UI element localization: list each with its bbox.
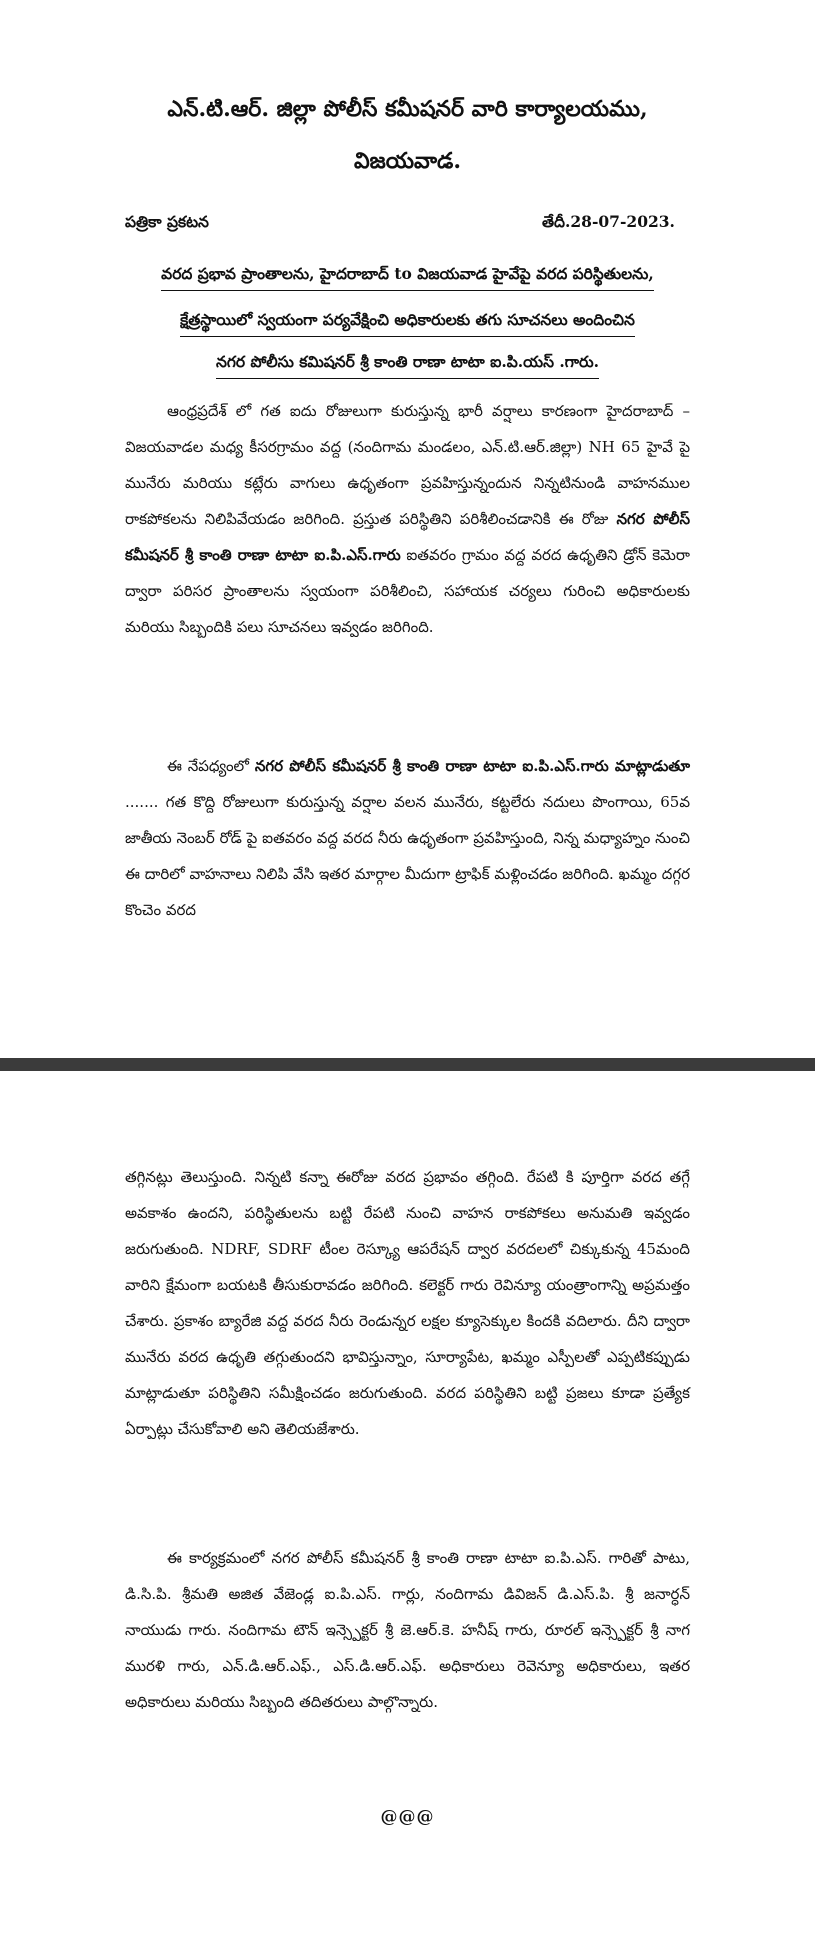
paragraph-1: ఆంధ్రప్రదేశ్ లో గత ఐదు రోజులుగా కురుస్తున్న భారీ వర్షాలు కారణంగా హైదరాబాద్ – విజయవాడల మధ్య కీసరగ్రామం వద్ద (నందిగామ మండలం, ఎన్.టి.ఆర్.జిల్లా) NH 65 హైవే పై మునేరు మరియు కట్లేరు వాగులు ఉధృతంగా ప్రవహిస్తున్నందున నిన్నటినుండి వాహనముల రాకపోకలను నిలిపివేయడం జరిగింది. ప్రస్తుత పరిస్థితిని పరిశీలించడానికి ఈ రోజు నగర పోలీస్ కమీషనర్ శ్రీ కాంతి రాణా టాటా ఐ.పి.ఎస్.గారు ఐతవరం గ్రామం వద్ద వరద ఉధృతిని డ్రోన్ కెమెరా ద్వారా పరిసర ప్రాంతాలను స్వయంగా పరిశీలించి, సహాయక చర్యలు గురించి అధికారులకు మరియు సిబ్బందికి పలు సూచనలు ఇవ్వడం జరిగింది. <box>125 402 690 636</box>
office-city: విజయవాడ. <box>353 148 461 174</box>
paragraph-2: ఈ నేపధ్యంలో నగర పోలీస్ కమీషనర్ శ్రీ కాంతి రాణా టాటా ఐ.పి.ఎస్.గారు మాట్లాడుతూ ....... గత కొద్ది రోజులుగా కురుస్తున్న వర్షాల వలన మునేరు, కట్టలేరు నదులు పొంగాయి, 65వ జాతీయ నెంబర్ రోడ్ పై ఐతవరం వద్ద వరద నీరు ఉధృతంగా ప్రవహిస్తుంది, నిన్న మధ్యాహ్నం నుంచి ఈ దారిలో వాహనాలు నిలిపి వేసి ఇతర మార్గాల మీదుగా ట్రాఫిక్ మళ్లించడం జరిగింది. ఖమ్మం దగ్గర కొంచెం వరద <box>125 757 690 919</box>
commissioner-name-bold: నగర పోలీస్ కమీషనర్ శ్రీ కాంతి రాణా టాటా ఐ.పి.ఎస్.గారు <box>125 510 690 564</box>
release-date: తేదీ.28-07-2023. <box>542 212 675 231</box>
commissioner-quote-bold: నగర పోలీస్ కమీషనర్ శ్రీ కాంతి రాణా టాటా ఐ.పి.ఎస్.గారు మాట్లాడుతూ <box>254 757 690 775</box>
signoff-mark: @@@ <box>380 1807 435 1827</box>
press-release-label: పత్రికా ప్రకటన <box>125 212 209 231</box>
office-title: ఎన్.టి.ఆర్. జిల్లా పోలీస్ కమీషనర్ వారి కార్యాలయము, <box>167 96 648 122</box>
headline-line-1: వరద ప్రభావ ప్రాంతాలను, హైదరాబాద్ to విజయవాడ హైవేపై వరద పరిస్థితులను, <box>0 264 815 287</box>
page-break <box>0 1058 815 1071</box>
paragraph-3: తగ్గినట్లు తెలుస్తుంది. నిన్నటి కన్నా ఈరోజు వరద ప్రభావం తగ్గింది. రేపటి కి పూర్తిగా వరద తగ్గే అవకాశం ఉందని, పరిస్థితులను బట్టి రేపటి నుంచి వాహన రాకపోకలు అనుమతి ఇవ్వడం జరుగుతుంది. NDRF, SDRF టీంల రెస్క్యూ ఆపరేషన్ ద్వార వరదలలో చిక్కుకున్న 45మంది వారిని క్షేమంగా బయటకి తీసుకురావడం జరిగింది. కలెక్టర్ గారు రెవిన్యూ యంత్రాంగాన్ని అప్రమత్తం చేశారు. ప్రకాశం బ్యారేజి వద్ద వరద నీరు రెండున్నర లక్షల క్యూసెక్కుల కిందకి వదిలారు. దీని ద్వారా మునేరు వరద ఉధృతి తగ్గుతుందని భావిస్తున్నాం, సూర్యాపేట, ఖమ్మం ఎస్పీలతో ఎప్పటికప్పుడు మాట్లాడుతూ పరిస్థితిని సమీక్షించడం జరుగుతుంది. వరద పరిస్థితిని బట్టి ప్రజలు కూడా ప్రత్యేక ఏర్పాట్లు చేసుకోవాలి అని తెలియజేశారు. <box>125 1168 690 1438</box>
headline-line-2: క్షేత్రస్థాయిలో స్వయంగా పర్యవేక్షించి అధికారులకు తగు సూచనలు అందించిన <box>0 310 815 333</box>
headline-line-3: నగర పోలీసు కమిషనర్ శ్రీ కాంతి రాణా టాటా ఐ.పి.యస్ .గారు. <box>0 352 815 375</box>
paragraph-4: ఈ కార్యక్రమంలో నగర పోలీస్ కమీషనర్ శ్రీ కాంతి రాణా టాటా ఐ.పి.ఎస్. గారితో పాటు, డి.సి.పి. శ్రీమతి అజిత వేజెండ్ల ఐ.పి.ఎస్. గార్లు, నందిగామ డివిజన్ డి.ఎస్.పి. శ్రీ జనార్ధన్ నాయుడు గారు. నందిగామ టౌన్ ఇన్స్పెక్టర్ శ్రీ జె.ఆర్.కె. హనీష్ గారు, రూరల్ ఇన్స్పెక్టర్ శ్రీ నాగ మురళి గారు, ఎన్.డి.ఆర్.ఎఫ్., ఎస్.డి.ఆర్.ఎఫ్. అధికారులు రెవెన్యూ అధికారులు, ఇతర అధికారులు మరియు సిబ్బంది తదితరులు పాల్గొన్నారు. <box>125 1549 690 1711</box>
